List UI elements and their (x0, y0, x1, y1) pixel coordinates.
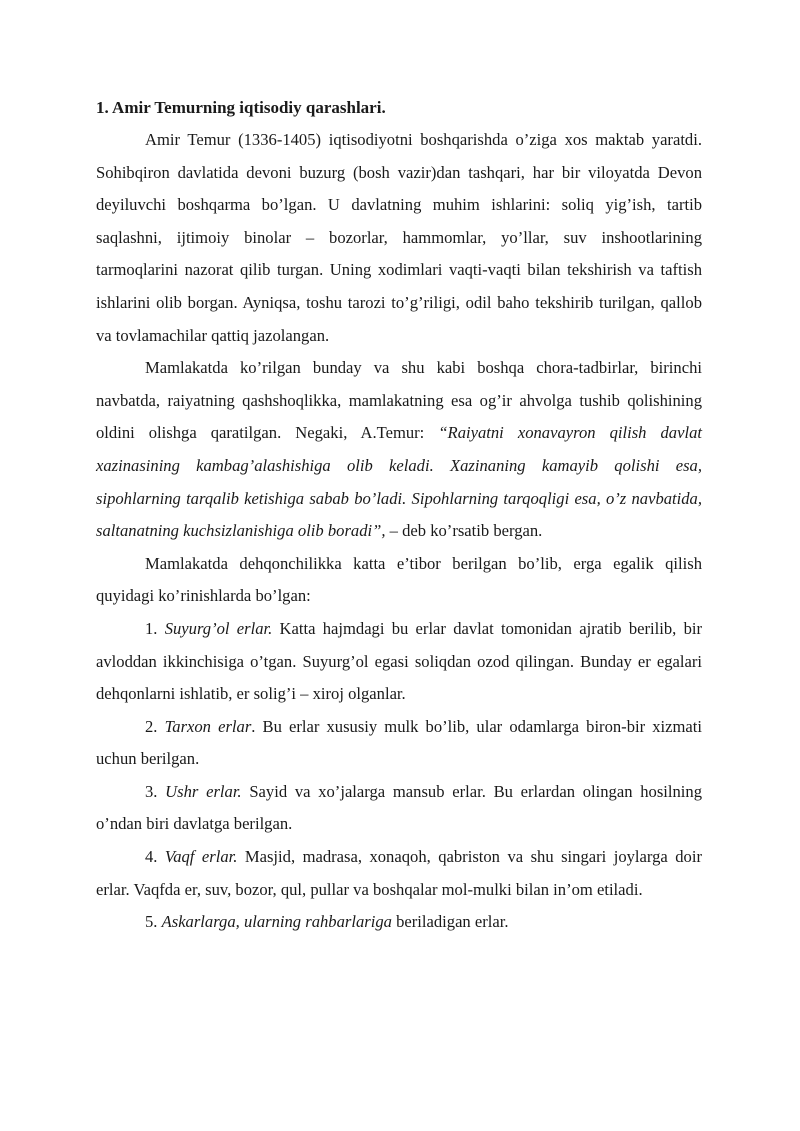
item-text: Katta hajmdagi bu erlar davlat tomonidan ajratib berilib, bir avloddan ikkinchisiga o’tgan. Suyurg’ol egasi soliqdan ozod qilingan. Bunday er egalari dehqonlarni ishlatib, er solig’i – xiroj olganlar. (96, 618, 702, 704)
item-term: Suyurg’ol erlar. (164, 618, 273, 638)
item-text: Sayid va xo’jalarga mansub erlar. Bu erlardan olingan hosilning o’ndan biri davlatga berilgan. (96, 781, 703, 834)
item-term: Vaqf erlar. (164, 847, 238, 867)
quote-tail-text: – deb ko’rsatib bergan. (385, 521, 543, 541)
temur-quote: “Raiyatni xonavayron qilish davlat xazinasining kambag’alashishiga olib keladi. Xazinaning kamayib qolishi esa, sipohlarning tarqalib ketishiga sabab bo’ladi. Sipohlarning tarqoqligi esa, o’z navbatida, saltanatning kuchsizlanishiga olib boradi”, (96, 423, 702, 541)
item-number: 2. (145, 716, 165, 736)
section-heading: 1. Amir Temurning iqtisodiy qarashlari. (96, 98, 386, 117)
item-term: Askarlarga, ularning rahbarlariga (161, 912, 392, 932)
paragraph-land-ownership-intro: Mamlakatda dehqonchilikka katta e’tibor berilgan bo’lib, erga egalik qilish quyidagi ko’rinishlarda bo’lgan: (96, 553, 702, 606)
item-text: . Bu erlar xususiy mulk bo’lib, ular odamlarga biron-bir xizmati uchun berilgan. (96, 716, 703, 769)
land-type-item (96, 711, 702, 776)
item-number: 5. (145, 912, 162, 932)
item-number: 3. (145, 781, 166, 801)
land-type-item (96, 776, 702, 841)
item-term: Ushr erlar. (165, 781, 242, 801)
item-number: 4. (145, 847, 165, 867)
item-text: Masjid, madrasa, xonaqoh, qabriston va shu singari joylarga doir erlar. Vaqfda er, suv, bozor, qul, pullar va boshqalar mol-mulki bilan in’om etiladi. (96, 847, 702, 899)
land-type-item (96, 613, 702, 711)
item-term: Tarxon erlar (164, 716, 252, 736)
quote-lead-text: Mamlakatda ko’rilgan bunday va shu kabi boshqa chora-tadbirlar, birinchi navbatda, raiyatning qashshoqlikka, mamlakatning esa og’ir ahvolga tushib qolishining oldini olishga qaratilgan. Negaki, A.Temur: (96, 358, 702, 443)
land-type-item (96, 841, 702, 906)
paragraph-temur-quote (96, 352, 702, 548)
paragraph-economic-management: Amir Temur (1336-1405) iqtisodiyotni boshqarishda o’ziga xos maktab yaratdi. Sohibqiron davlatida devoni buzurg (bosh vazir)dan tashqari, har bir viloyatda Devon deyiluvchi boshqarma bo’lgan. U davlatning muhim ishlarini: soliq yig’ish, tartib saqlashni, ijtimoiy binolar – bozorlar, hammomlar, yo’llar, suv inshootlarining tarmoqlarini nazorat qilib turgan. Uning xodimlari vaqti-vaqti bilan tekshirish va taftish ishlarini olib borgan. Ayniqsa, toshu tarozi to’g’riligi, odil baho tekshirib turilgan, qallob va tovlamachilar qattiq jazolangan. (96, 130, 702, 345)
item-number: 1. (145, 618, 165, 638)
land-type-item (96, 906, 702, 939)
item-text: beriladigan erlar. (391, 912, 509, 932)
